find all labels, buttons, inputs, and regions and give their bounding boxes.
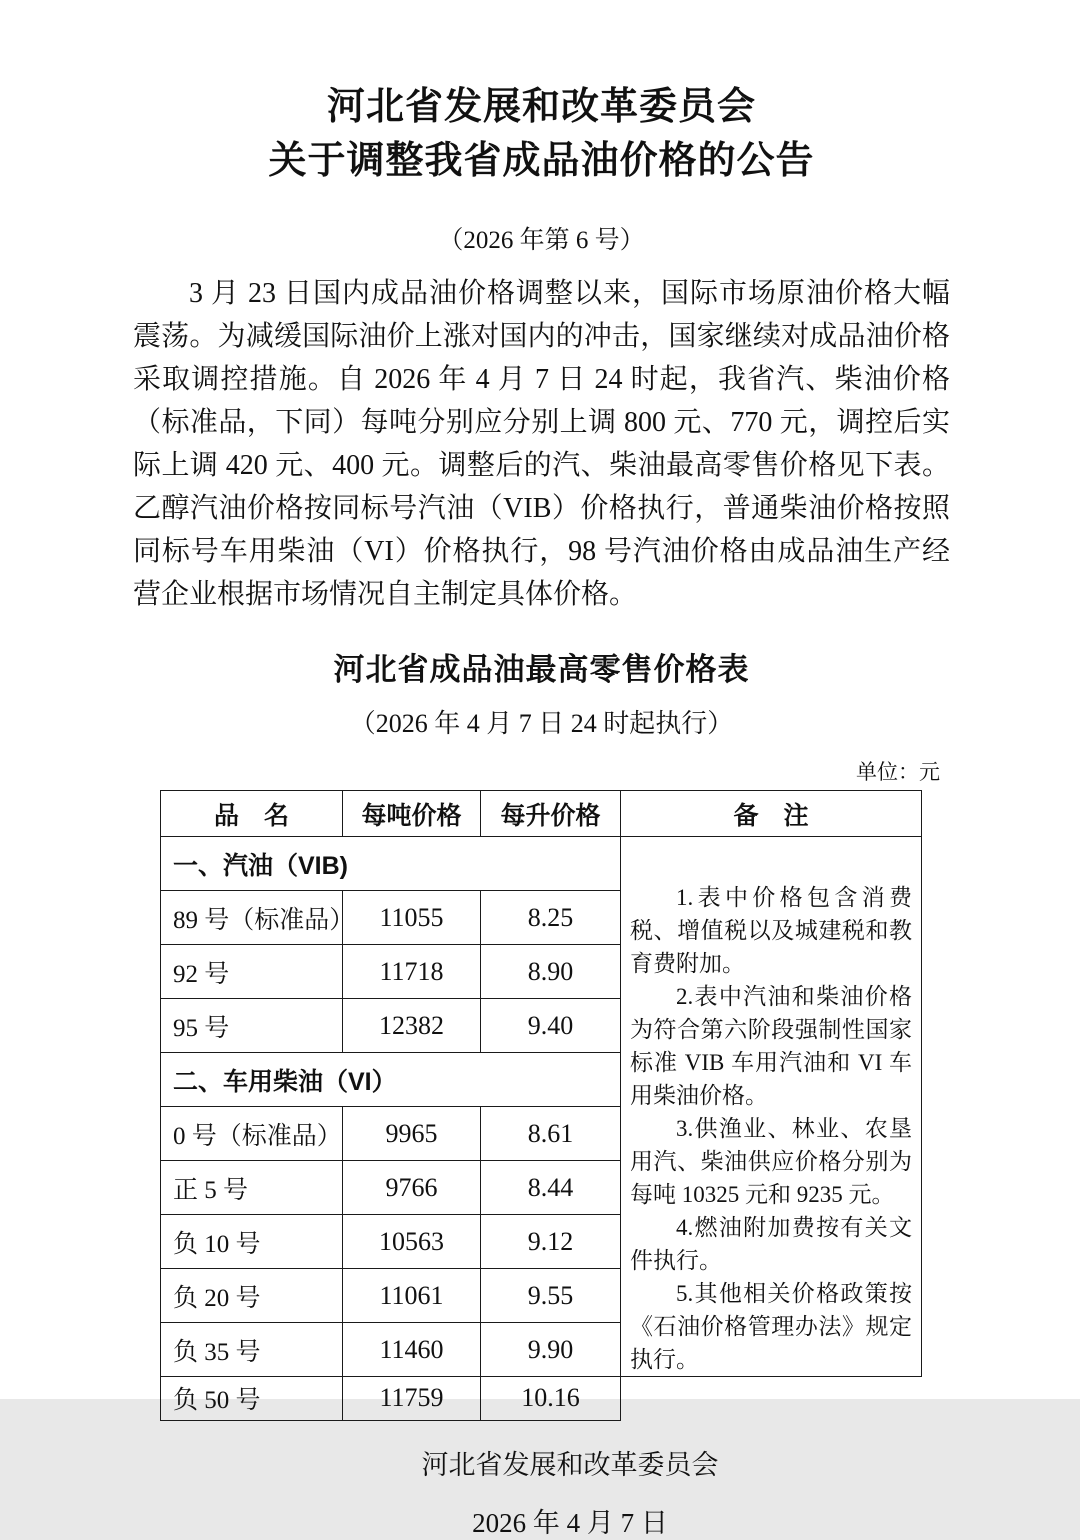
document-number: （2026 年第 6 号）	[438, 227, 645, 254]
product-name: 89 号（标准品）	[161, 891, 343, 945]
product-name: 负 10 号	[161, 1215, 343, 1269]
price-per-liter: 8.90	[481, 945, 621, 999]
remark-item-2: 2.表中汽油和柴油价格为符合第六阶段强制性国家标准 VIB 车用汽油和 VI 车用柴油价格。	[630, 984, 912, 1108]
table-row	[161, 1377, 922, 1421]
price-per-liter: 8.61	[481, 1107, 621, 1161]
price-table-title: 河北省成品油最高零售价格表	[333, 652, 750, 687]
column-header-product-name: 品 名	[161, 791, 343, 837]
document-title-line1: 河北省发展和改革委员会	[326, 86, 756, 128]
unit-label: 单位：元	[856, 760, 940, 784]
price-per-liter: 8.44	[481, 1161, 621, 1215]
column-header-price-per-liter: 每升价格	[481, 791, 621, 837]
signature-date: 2026 年 4 月 7 日	[472, 1507, 668, 1538]
product-name: 负 20 号	[161, 1269, 343, 1323]
price-per-ton: 11055	[343, 891, 481, 945]
price-per-ton: 11718	[343, 945, 481, 999]
remark-item-5: 5.其他相关价格政策按《石油价格管理办法》规定执行。	[630, 1281, 912, 1372]
price-per-liter: 9.90	[481, 1323, 621, 1377]
column-header-remarks: 备 注	[621, 791, 922, 837]
price-per-liter: 9.12	[481, 1215, 621, 1269]
table-header-row	[161, 791, 922, 837]
price-table-effective-date: （2026 年 4 月 7 日 24 时起执行）	[349, 709, 734, 738]
remark-item-4: 4.燃油附加费按有关文件执行。	[630, 1215, 912, 1273]
remarks-cell	[621, 837, 922, 1377]
product-name: 正 5 号	[161, 1161, 343, 1215]
section-row-gasoline	[161, 837, 922, 891]
price-per-ton: 11759	[343, 1377, 481, 1421]
signature-organization: 河北省发展和改革委员会	[421, 1449, 719, 1480]
price-per-ton: 10563	[343, 1215, 481, 1269]
product-name: 负 50 号	[161, 1377, 343, 1421]
price-per-ton: 11061	[343, 1269, 481, 1323]
price-per-ton: 9766	[343, 1161, 481, 1215]
price-per-liter: 9.40	[481, 999, 621, 1053]
price-per-liter: 8.25	[481, 891, 621, 945]
fuel-price-table	[160, 790, 922, 1421]
section-label-gasoline: 一、汽油（VIB)	[161, 837, 621, 891]
price-per-liter: 10.16	[481, 1377, 621, 1421]
announcement-body-paragraph: 3 月 23 日国内成品油价格调整以来，国际市场原油价格大幅震荡。为减缓国际油价上涨对国内的冲击，国家继续对成品油价格采取调控措施。自 2026 年 4 月 7 日 24 时起，我省汽、柴油价格（标准品，下同）每吨分别应分别上调 800 元、770 元，调控后实际上调 420 元、400 元。调整后的汽、柴油最高零售价格见下表。乙醇汽油价格按同标号汽油（VIB）价格执行，普通柴油价格按照同标号车用柴油（VI）价格执行，98 号汽油价格由成品油生产经营企业根据市场情况自主制定具体价格。	[133, 278, 950, 610]
section-label-diesel: 二、车用柴油（VI）	[161, 1053, 621, 1107]
product-name: 0 号（标准品）	[161, 1107, 343, 1161]
signature-block	[405, 1443, 735, 1540]
document-title	[133, 80, 950, 188]
price-per-ton: 11460	[343, 1323, 481, 1377]
price-per-ton: 9965	[343, 1107, 481, 1161]
price-per-liter: 9.55	[481, 1269, 621, 1323]
document-title-line2: 关于调整我省成品油价格的公告	[268, 140, 815, 182]
product-name: 92 号	[161, 945, 343, 999]
price-per-ton: 12382	[343, 999, 481, 1053]
product-name: 负 35 号	[161, 1323, 343, 1377]
remark-item-3: 3.供渔业、林业、农垦用汽、柴油供应价格分别为每吨 10325 元和 9235 元。	[630, 1116, 912, 1207]
remark-item-1: 1.表中价格包含消费税、增值税以及城建税和教育费附加。	[630, 885, 912, 976]
column-header-price-per-ton: 每吨价格	[343, 791, 481, 837]
product-name: 95 号	[161, 999, 343, 1053]
